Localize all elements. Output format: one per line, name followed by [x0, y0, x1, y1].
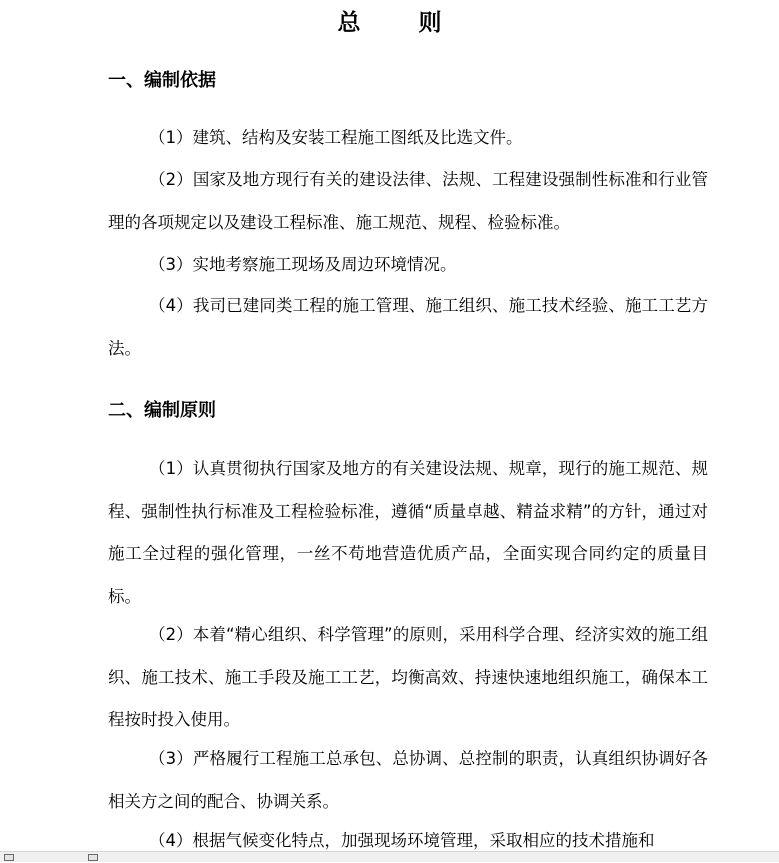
paragraph-principles-1: （1）认真贯彻执行国家及地方的有关建设法规、规章，现行的施工规范、规程、强制性执行标准及工程检验标准，遵循“质量卓越、精益求精”的方针，通过对施工全过程的强化管理，一丝不苟地营造优质产品，全面实现合同约定的质量目标。	[108, 459, 708, 606]
layout-icon[interactable]	[88, 854, 98, 861]
paragraph-basis-3: （3）实地考察施工现场及周边环境情况。	[149, 255, 457, 274]
page-icon[interactable]	[4, 854, 14, 861]
section-heading-principles: 二、编制原则	[108, 400, 216, 421]
status-bar	[0, 851, 779, 862]
paragraph-basis-1: （1）建筑、结构及安装工程施工图纸及比选文件。	[149, 128, 523, 147]
section-heading-basis: 一、编制依据	[108, 70, 216, 91]
paragraph-principles-3: （3）严格履行工程施工总承包、总协调、总控制的职责，认真组织协调好各相关方之间的配合、协调关系。	[108, 749, 708, 811]
paragraph-basis-4: （4）我司已建同类工程的施工管理、施工组织、施工技术经验、施工工艺方法。	[108, 296, 708, 358]
paragraph-basis-2: （2）国家及地方现行有关的建设法律、法规、工程建设强制性标准和行业管理的各项规定以及建设工程标准、施工规范、规程、检验标准。	[108, 170, 708, 232]
paragraph-principles-2: （2）本着“精心组织、科学管理”的原则，采用科学合理、经济实效的施工组织、施工技术、施工手段及施工工艺，均衡高效、持速快速地组织施工，确保本工程按时投入使用。	[108, 625, 708, 729]
title-char-2: 则	[418, 10, 442, 36]
title-char-1: 总	[337, 10, 361, 36]
page-title	[0, 4, 779, 37]
paragraph-principles-4: （4）根据气候变化特点，加强现场环境管理，采取相应的技术措施和	[149, 831, 655, 850]
